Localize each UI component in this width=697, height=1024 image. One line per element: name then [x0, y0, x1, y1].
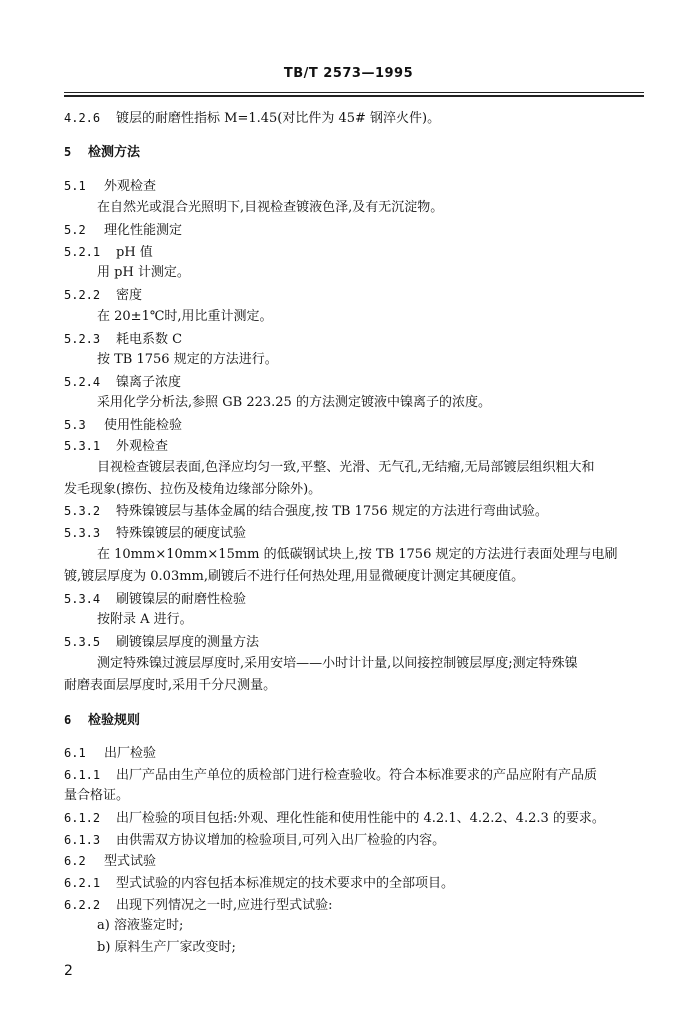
- clause-5-3-2: 5.3.2 特殊镍镀层与基体金属的结合强度,按 TB 1756 规定的方法进行弯曲试验。: [64, 504, 548, 519]
- paragraph: 按附录 A 进行。: [97, 612, 193, 627]
- paragraph: 目视检查镀层表面,色泽应均匀一致,平整、光滑、无气孔,无结瘤,无局部镀层组织粗大和: [97, 460, 595, 475]
- clause-6-2-2: 6.2.2 出现下列情况之一时,应进行型式试验:: [64, 898, 333, 913]
- clause-6-1-3: 6.1.3 由供需双方协议增加的检验项目,可列入出厂检验的内容。: [64, 833, 446, 848]
- clause-5-3-3: 5.3.3 特殊镍镀层的硬度试验: [64, 526, 247, 541]
- paragraph: 用 pH 计测定。: [97, 265, 190, 280]
- clause-5-3-4: 5.3.4 刷镀镍层的耐磨性检验: [64, 592, 247, 607]
- clause-5-2-4: 5.2.4 镍离子浓度: [64, 375, 182, 390]
- paragraph: 在自然光或混合光照明下,目视检查镀液色泽,及有无沉淀物。: [97, 200, 444, 215]
- clause-6-1-1: 6.1.1 出厂产品由生产单位的质检部门进行检查验收。符合本标准要求的产品应附有产品质: [64, 768, 598, 783]
- paragraph: 发毛现象(擦伤、拉伤及棱角边缘部分除外)。: [64, 482, 322, 497]
- clause-5-3: 5.3 使用性能检验: [64, 418, 183, 433]
- clause-5-2-1: 5.2.1 pH 值: [64, 245, 153, 260]
- clause-6-2: 6.2 型式试验: [64, 854, 157, 869]
- paragraph: 量合格证。: [64, 788, 130, 803]
- header-rule-bottom: [64, 95, 644, 97]
- list-item: b) 原料生产厂家改变时;: [97, 940, 236, 955]
- clause-4-2-6: 4.2.6 镀层的耐磨性指标 M=1.45(对比件为 45# 钢淬火件)。: [64, 111, 441, 126]
- standard-header: TB/T 2573—1995: [283, 66, 414, 81]
- list-item: a) 溶液鉴定时;: [97, 918, 184, 933]
- paragraph: 采用化学分析法,参照 GB 223.25 的方法测定镀液中镍离子的浓度。: [97, 395, 491, 410]
- clause-5-2-2: 5.2.2 密度: [64, 288, 143, 303]
- clause-6-2-1: 6.2.1 型式试验的内容包括本标准规定的技术要求中的全部项目。: [64, 876, 455, 891]
- paragraph: 在 20±1℃时,用比重计测定。: [97, 309, 273, 324]
- page-number: 2: [64, 963, 73, 979]
- clause-5-2-3: 5.2.3 耗电系数 C: [64, 332, 183, 347]
- clause-5-1: 5.1 外观检查: [64, 179, 157, 194]
- clause-6-1: 6.1 出厂检验: [64, 746, 157, 761]
- header-rule-top: [64, 92, 644, 93]
- paragraph: 耐磨表面层厚度时,采用千分尺测量。: [64, 678, 277, 693]
- paragraph: 测定特殊镍过渡层厚度时,采用安培——小时计计量,以间接控制镀层厚度;测定特殊镍: [97, 656, 578, 671]
- section-5-heading: 5 检测方法: [64, 145, 141, 160]
- clause-5-3-5: 5.3.5 刷镀镍层厚度的测量方法: [64, 635, 260, 650]
- paragraph: 镀,镀层厚度为 0.03mm,刷镀后不进行任何热处理,用显微硬度计测定其硬度值。: [64, 569, 525, 584]
- clause-5-2: 5.2 理化性能测定: [64, 223, 183, 238]
- paragraph: 按 TB 1756 规定的方法进行。: [97, 352, 278, 367]
- paragraph: 在 10mm×10mm×15mm 的低碳钢试块上,按 TB 1756 规定的方法进行表面处理与电刷: [97, 547, 618, 562]
- section-6-heading: 6 检验规则: [64, 713, 141, 728]
- clause-6-1-2: 6.1.2 出厂检验的项目包括:外观、理化性能和使用性能中的 4.2.1、4.2.2、4.2.3 的要求。: [64, 811, 605, 826]
- clause-5-3-1: 5.3.1 外观检查: [64, 439, 169, 454]
